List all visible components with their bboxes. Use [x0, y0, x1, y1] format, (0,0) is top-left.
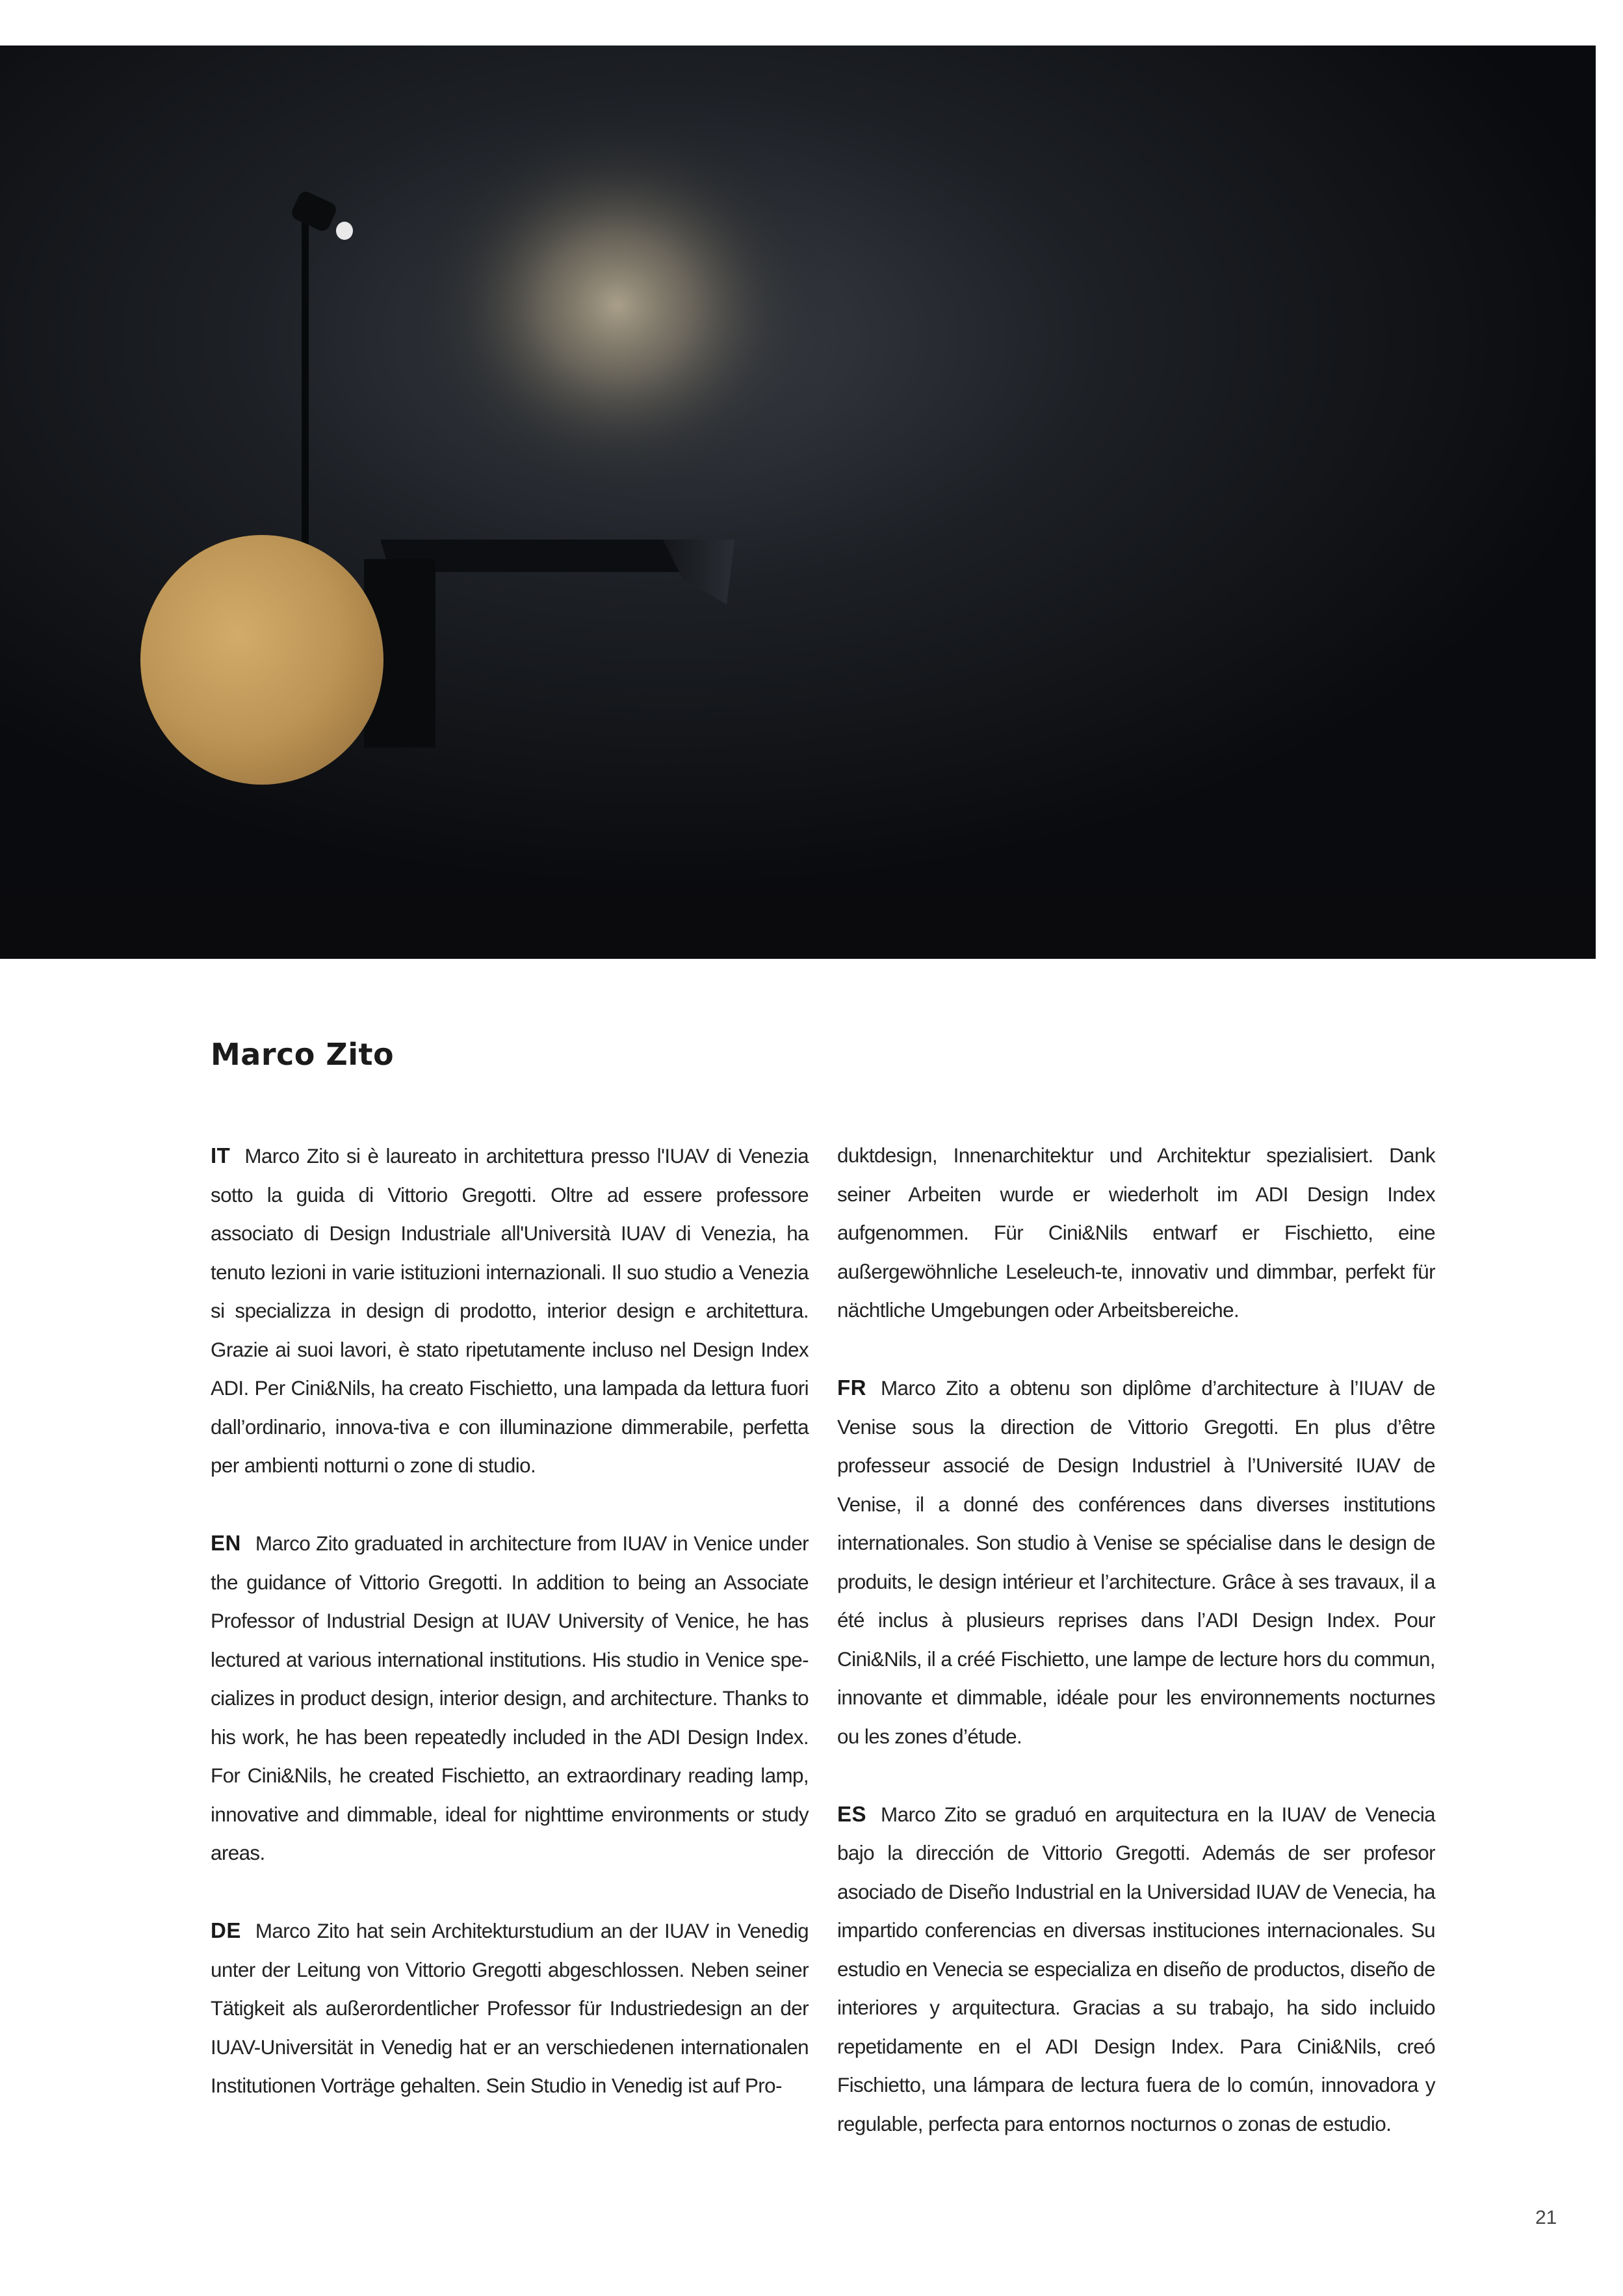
bio-text-fr: Marco Zito a obtenu son diplôme d’architecture à l’IUAV de Venise sous la direction de Vittorio Gregotti. En plus d’être professeur associé de Design Industriel à l’Université IUAV de Venise, il a donné des conférences dans diverses institutions internationales. Son studio à Venise se spécialise dans le design de produits, le design intérieur et l’architecture. Grâce à ses travaux, il a été inclus à plusieurs reprises dans l’ADI Design Index. Pour Cini&Nils, il a créé Fischietto, une lampe de lecture hors du commun, innovante et dimmable, idéale pour les environnements nocturnes ou les zones d’étude.: [837, 1377, 1435, 1748]
bio-text-de-continued: duktdesign, Innenarchitektur und Architektur spezialisiert. Dank seiner Arbeiten wurde er wiederholt im ADI Design Index aufgenommen. Für Cini&Nils entwarf er Fischietto, eine außergewöhnliche Leseleuch-te, innovativ und dimmbar, perfekt für nächtliche Umgebungen oder Arbeitsbereiche.: [837, 1144, 1435, 1322]
lamp-photo-illustration: [0, 46, 1596, 959]
lang-label-es: ES: [837, 1801, 867, 1826]
lang-label-it: IT: [211, 1143, 231, 1168]
bio-de: [211, 1911, 809, 2106]
bio-text-de: Marco Zito hat sein Architekturstudium an der IUAV in Venedig unter der Leitung von Vittorio Gregotti abgeschlossen. Neben seiner Tätigkeit als außerordentlicher Professor für Industriedesign an der IUAV-Universität in Venedig hat er an verschiedenen internationalen Institutionen Vorträge gehalten. Sein Studio in Venedig ist auf Pro-: [211, 1920, 809, 2097]
lang-label-en: EN: [211, 1531, 241, 1555]
bio-en: [211, 1524, 809, 1873]
lang-label-de: DE: [211, 1918, 241, 1942]
lamp-stem: [302, 221, 309, 585]
lang-label-fr: FR: [837, 1376, 866, 1400]
bio-it: [211, 1136, 809, 1485]
bio-text-es: Marco Zito se graduó en arquitectura en la IUAV de Venecia bajo la dirección de Vittorio Gregotti. Además de ser profesor asociado de Diseño Industrial en la Universidad IUAV de Venecia, ha impartido conferencias en diversas instituciones internacionales. Su estudio en Venecia se especializa en diseño de productos, diseño de interiores y arquitectura. Gracias a su trabajo, ha sido incluido repetidamente en el ADI Design Index. Para Cini&Nils, creó Fischietto, una lámpara de lectura fuera de lo común, innovadora y regulable, perfecta para entornos nocturnos o zonas de estudio.: [837, 1803, 1435, 2135]
designer-name: Marco Zito: [211, 1037, 395, 1072]
bio-es: [837, 1795, 1435, 2144]
light-pool: [403, 104, 832, 507]
page-number: 21: [1535, 2207, 1557, 2228]
bio-fr: [837, 1368, 1435, 1756]
text-column-right: [837, 1136, 1435, 2182]
text-column-left: [211, 1136, 809, 2144]
lamp-photo: [0, 46, 1596, 959]
brass-disc: [140, 535, 383, 785]
bio-text-en: Marco Zito graduated in architecture from IUAV in Venice under the guidance of Vittorio Gregotti. In addition to being an Associate Professor of Industrial Design at IUAV University of Venice, he has lectured at various international institutions. His studio in Venice spe-cializes in product design, interior design, and architecture. Thanks to his work, he has been repeatedly included in the ADI Design Index. For Cini&Nils, he created Fischietto, an extraordinary reading lamp, innovative and dimmable, ideal for nighttime environments or study areas.: [211, 1532, 809, 1864]
bio-text-it: Marco Zito si è laureato in architettura presso l'IUAV di Venezia sotto la guida di Vittorio Gregotti. Oltre ad essere professore associato di Design Industriale all'Università IUAV di Venezia, ha tenuto lezioni in varie istituzioni internazionali. Il suo studio a Venezia si specializza in design di prodotto, interior design e architettura. Grazie ai suoi lavori, è stato ripetutamente incluso nel Design Index ADI. Per Cini&Nils, ha creato Fischietto, una lampada da lettura fuori dall’ordinario, innova-tiva e con illuminazione dimmerabile, perfetta per ambienti notturni o zone di studio.: [211, 1145, 809, 1477]
bio-de-continued: [837, 1136, 1435, 1330]
